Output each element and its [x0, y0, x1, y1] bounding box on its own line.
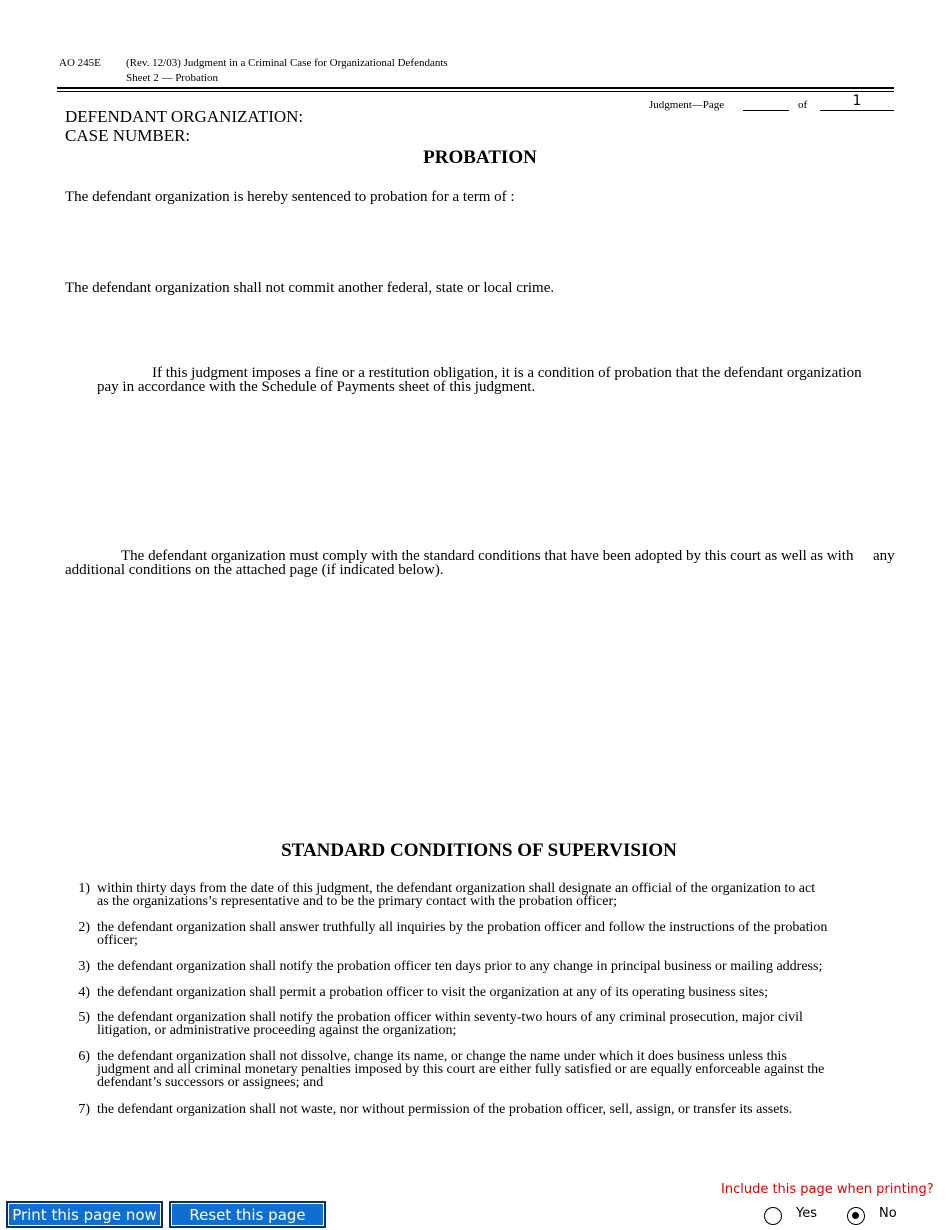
- condition-number: 4): [78, 985, 90, 1000]
- condition-line: as the organizations’s representative and to be the primary contact with the probation officer;: [97, 894, 618, 909]
- comply-line2: additional conditions on the attached page (if indicated below).: [65, 562, 444, 578]
- total-pages-field[interactable]: 1: [852, 93, 862, 109]
- fine-condition-line2: pay in accordance with the Schedule of Payments sheet of this judgment.: [97, 379, 536, 395]
- probation-term-text: The defendant organization is hereby sentenced to probation for a term of :: [65, 189, 515, 205]
- condition-line: officer;: [97, 933, 138, 948]
- comply-line1: The defendant organization must comply with the standard conditions that have been adopted by this court as well as with: [121, 548, 854, 564]
- condition-line: the defendant organization shall permit a probation officer to visit the organization at any of its operating business sites;: [97, 985, 769, 1000]
- condition-number: 7): [78, 1102, 90, 1117]
- condition-number: 2): [78, 920, 90, 935]
- header-rule-thick: [57, 87, 894, 89]
- condition-line: judgment and all criminal monetary penalties imposed by this court are either fully satisfied or are equally enforceable against the: [97, 1062, 825, 1077]
- standard-conditions-title: STANDARD CONDITIONS OF SUPERVISION: [281, 840, 677, 861]
- include-page-question: Include this page when printing?: [721, 1182, 934, 1197]
- condition-number: 5): [78, 1010, 90, 1025]
- case-number-label: CASE NUMBER:: [65, 126, 191, 145]
- defendant-org-label: DEFENDANT ORGANIZATION:: [65, 107, 304, 126]
- condition-line: the defendant organization shall notify the probation officer within seventy-two hours of any criminal prosecution, major civil: [97, 1010, 803, 1025]
- condition-line: the defendant organization shall notify the probation officer ten days prior to any change in principal business or mailing address;: [97, 959, 823, 974]
- condition-line: within thirty days from the date of this judgment, the defendant organization shall designate an official of the organization to act: [97, 881, 816, 896]
- fine-condition-line1: If this judgment imposes a fine or a restitution obligation, it is a condition of probation that the defendant organization: [152, 365, 862, 381]
- include-yes-label: Yes: [796, 1206, 817, 1221]
- comply-any: any: [873, 548, 895, 564]
- judgment-page-field[interactable]: [743, 96, 789, 111]
- include-no-label: No: [879, 1206, 897, 1221]
- include-no-radio[interactable]: [847, 1207, 865, 1225]
- header-rule-thin: [57, 91, 894, 92]
- condition-number: 6): [78, 1049, 90, 1064]
- sheet-label: Sheet 2 — Probation: [126, 72, 218, 84]
- print-page-button[interactable]: Print this page now: [6, 1201, 163, 1228]
- reset-page-button[interactable]: Reset this page: [169, 1201, 326, 1228]
- probation-title: PROBATION: [423, 147, 537, 168]
- include-yes-radio[interactable]: [764, 1207, 782, 1225]
- form-code: AO 245E: [59, 57, 101, 69]
- condition-number: 1): [78, 881, 90, 896]
- total-pages-underline: [820, 110, 894, 111]
- judgment-page-underline: [743, 110, 789, 111]
- condition-line: the defendant organization shall not waste, nor without permission of the probation officer, sell, assign, or transfer its assets.: [97, 1102, 793, 1117]
- radio-selected-dot: [852, 1212, 859, 1219]
- condition-line: defendant’s successors or assignees; and: [97, 1075, 324, 1090]
- no-crime-text: The defendant organization shall not commit another federal, state or local crime.: [65, 280, 555, 296]
- condition-number: 3): [78, 959, 90, 974]
- judgment-page-label: Judgment—Page: [649, 99, 725, 111]
- condition-line: litigation, or administrative proceeding against the organization;: [97, 1023, 457, 1038]
- form-title: (Rev. 12/03) Judgment in a Criminal Case for Organizational Defendants: [126, 57, 448, 69]
- of-label: of: [798, 99, 808, 111]
- condition-line: the defendant organization shall answer truthfully all inquiries by the probation officer and follow the instructions of the probation: [97, 920, 828, 935]
- condition-line: the defendant organization shall not dissolve, change its name, or change the name under which it does business unless this: [97, 1049, 787, 1064]
